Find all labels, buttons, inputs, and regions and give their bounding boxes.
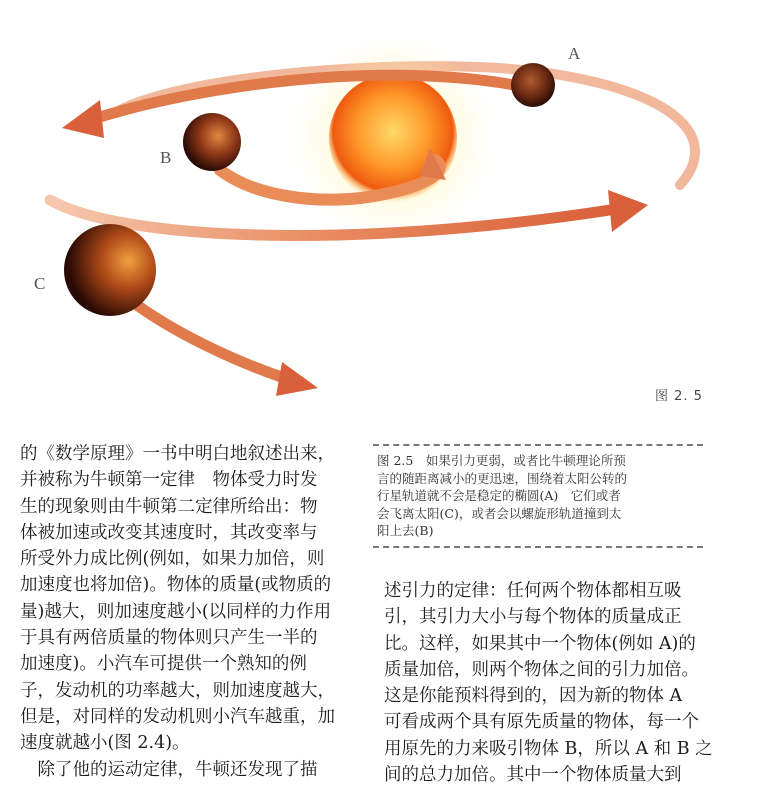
- left-text-column: [20, 441, 360, 783]
- text-line: 生的现象则由牛顿第二定律所给出：物: [20, 496, 318, 517]
- caption-line: 图 2.5 如果引力更弱，或者比牛顿理论所预: [377, 453, 626, 468]
- text-line: 但是，对同样的发动机则小汽车越重，加: [20, 706, 335, 727]
- text-line: 用原先的力来吸引物体 B，所以 A 和 B 之: [384, 738, 713, 759]
- text-line: 所受外力成比例(例如，如果力加倍，则: [20, 549, 325, 570]
- text-line: 除了他的运动定律，牛顿还发现了描: [20, 759, 318, 780]
- sun: [329, 74, 457, 202]
- text-line: 体被加速或改变其速度时，其改变率与: [20, 522, 318, 543]
- text-line: 间的总力加倍。其中一个物体质量大到: [384, 765, 682, 786]
- text-line: 引，其引力大小与每个物体的质量成正: [384, 607, 682, 628]
- arrow-left-head: [62, 100, 104, 138]
- text-line: 质量加倍，则两个物体之间的引力加倍。: [384, 659, 699, 680]
- text-line: 速度就越小(图 2.4)。: [20, 733, 190, 754]
- text-line: 述引力的定律：任何两个物体都相互吸: [384, 581, 682, 601]
- right-text-column: [384, 578, 714, 788]
- label-a: A: [568, 44, 581, 63]
- label-b: B: [160, 148, 172, 167]
- orbit-c-escape: [130, 300, 290, 380]
- text-line: 并被称为牛顿第一定律 物体受力时发: [20, 470, 318, 491]
- caption-line: 行星轨道就不会是稳定的椭圆(A) 它们或者: [377, 488, 621, 503]
- caption-line: 会飞离太阳(C)，或者会以螺旋形轨道撞到太: [377, 505, 622, 521]
- text-line: 加速度也将加倍)。物体的质量(或物质的: [20, 575, 332, 596]
- caption-top-rule: [373, 444, 703, 446]
- caption-line: 言的随距离减小的更迅速，围绕着太阳公转的: [377, 470, 628, 486]
- caption-bottom-rule: [373, 546, 703, 548]
- arrow-c-head: [276, 362, 318, 396]
- caption-line: 阳上去(B): [377, 523, 434, 538]
- arrow-right-head: [608, 190, 648, 232]
- figure-caption: [373, 444, 703, 554]
- planet-c: [64, 224, 156, 316]
- text-line: 加速度)。小汽车可提供一个熟知的例: [20, 654, 307, 675]
- planet-b: [183, 113, 241, 171]
- planet-a: [511, 63, 555, 107]
- text-line: 于具有两倍质量的物体则只产生一半的: [20, 628, 318, 649]
- figure-number: 图 2. 5: [655, 389, 703, 404]
- text-line: 量)越大，则加速度越小(以同样的力作用: [20, 601, 332, 622]
- text-line: 子，发动机的功率越大，则加速度越大，: [20, 680, 335, 701]
- label-c: C: [34, 274, 46, 293]
- text-line: 的《数学原理》一书中明白地叙述出来，: [20, 444, 335, 464]
- text-line: 可看成两个具有原先质量的物体，每一个: [384, 712, 699, 733]
- text-line: 这是你能预料得到的，因为新的物体 A: [384, 686, 683, 707]
- text-line: 比。这样，如果其中一个物体(例如 A)的: [384, 633, 696, 654]
